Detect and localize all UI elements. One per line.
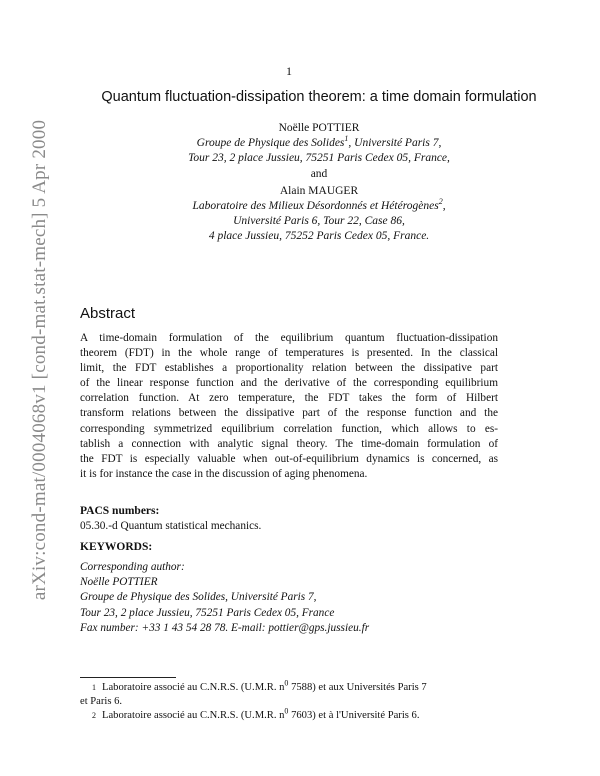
footnote-1-number: 1 <box>92 683 96 692</box>
affil-2-text: Laboratoire des Milieux Désordonnés et Hétérogènes <box>192 200 439 212</box>
arxiv-stamp <box>30 110 50 610</box>
author-2-affiliation-line-1 <box>60 199 578 214</box>
keywords-heading: KEYWORDS: <box>80 541 153 553</box>
footnotes <box>80 678 498 723</box>
author-2-name: Alain MAUGER <box>279 185 359 197</box>
abstract-line: correlation function. At zero temperature, the FDT takes the form of Hilbert <box>80 392 498 405</box>
affil-1-text-rest: , Université Paris 7, <box>348 137 442 149</box>
abstract-line: tablish a connection with analytic signal theory. The time-domain formulation of <box>80 437 498 450</box>
abstract-line: A time-domain formulation of the equilibrium quantum fluctuation-dissipation <box>80 332 498 344</box>
footnote-2-text-a: Laboratoire associé au C.N.R.S. (U.M.R. n <box>102 710 285 721</box>
author-2-affiliation-line-2: Université Paris 6, Tour 22, Case 86, <box>233 215 405 227</box>
footnote-2-number: 2 <box>92 711 96 720</box>
author-2-affiliation-line-3: 4 place Jussieu, 75252 Paris Cedex 05, France. <box>208 230 430 242</box>
abstract-line: it is for instance the case in the discussion of aging phenomena. <box>80 467 368 480</box>
abstract-line: corresponding symmetrized equilibrium correlation function, which allows to es- <box>80 422 498 435</box>
footnote-2-sup: 0 <box>284 706 289 716</box>
pacs-heading: PACS numbers: <box>80 505 160 517</box>
footnote-1-sup: 0 <box>284 678 289 688</box>
affil-1-text: Groupe de Physique des Solides <box>196 137 345 149</box>
pacs-text: 05.30.-d Quantum statistical mechanics. <box>80 520 262 532</box>
footnote-1-text-c: et Paris 6. <box>80 696 123 707</box>
footnote-1-text-a: Laboratoire associé au C.N.R.S. (U.M.R. n <box>102 682 285 693</box>
abstract-line: the FDT is especially valuable when out-of-equilibrium dynamics is concerned, as <box>80 452 498 465</box>
paper-title: Quantum fluctuation-dissipation theorem: a time domain formulation <box>101 89 537 105</box>
footnote-1-text-b: 7588) et aux Universités Paris 7 <box>288 682 427 693</box>
abstract-heading: Abstract <box>80 305 136 322</box>
corresponding-line: Corresponding author: <box>80 561 185 573</box>
affil-1-footnote-mark: 1 <box>344 134 349 144</box>
author-1-affiliation-line-2: Tour 23, 2 place Jussieu, 75251 Paris Cedex 05, France, <box>188 152 450 164</box>
affil-2-text-rest: , <box>442 200 446 212</box>
footnote-2-text-b: 7603) et à l'Université Paris 6. <box>288 710 420 721</box>
arxiv-id: arXiv:cond-mat/0004068v1 [cond-mat.stat-mech] 5 Apr 2000 <box>29 119 50 601</box>
abstract-line: limit, the FDT establishes a proportionality relation between the dissipative part <box>80 362 498 375</box>
corresponding-line: Noëlle POTTIER <box>80 576 158 589</box>
affil-2-footnote-mark: 2 <box>438 197 443 207</box>
author-1-affiliation-line-1 <box>60 136 578 151</box>
footnote-separator <box>80 677 176 678</box>
author-1-name: Noëlle POTTIER <box>278 122 360 134</box>
abstract-line: of the linear response function and the derivative of the corresponding equilibrium <box>80 377 498 390</box>
abstract-line: transform relations between the dissipative part of the response function and the <box>80 407 498 420</box>
page-number: 1 <box>286 64 292 78</box>
corresponding-line: Tour 23, 2 place Jussieu, 75251 Paris Cedex 05, France <box>80 606 335 619</box>
footnote-2 <box>80 706 498 723</box>
footnote-1 <box>80 678 498 709</box>
corresponding-line: Groupe de Physique des Solides, Université Paris 7, <box>80 591 317 604</box>
abstract-line: theorem (FDT) in the whole range of temperatures is presented. In the classical <box>80 347 498 360</box>
corresponding-author-block <box>80 560 369 636</box>
abstract-body <box>80 331 498 482</box>
corresponding-line: Fax number: +33 1 43 54 28 78. E-mail: pottier@gps.jussieu.fr <box>80 621 370 634</box>
author-conjunction: and <box>310 168 328 180</box>
